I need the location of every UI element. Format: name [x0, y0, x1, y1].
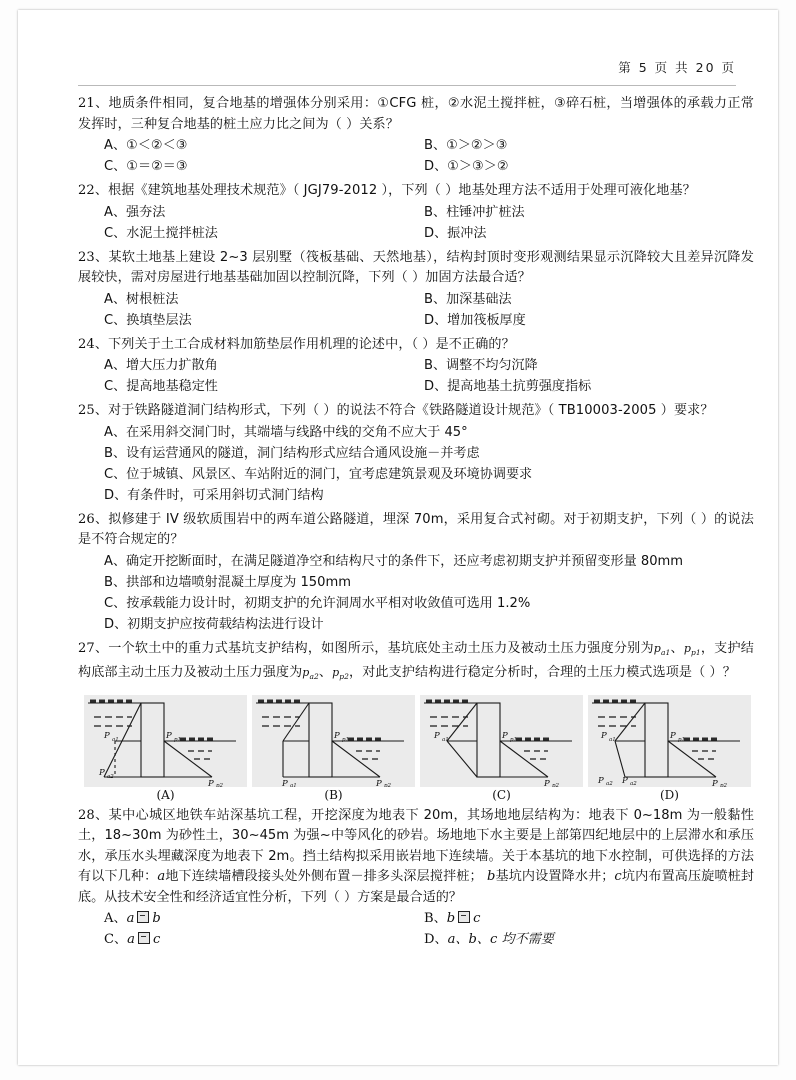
figure-c-diagram	[420, 695, 583, 787]
svg-text:p1: p1	[510, 736, 518, 743]
option-row	[104, 929, 754, 950]
option-26-c[interactable]: C、按承载能力设计时，初期支护的允许洞周水平相对收敛值可选用 1.2%	[104, 595, 531, 611]
svg-text:a2: a2	[107, 773, 114, 780]
question-28-stem	[78, 806, 754, 909]
question-25-number: 25、	[78, 403, 109, 418]
svg-text:a1: a1	[442, 736, 449, 743]
figure-a-label-pa1: P	[104, 730, 110, 741]
question-28-item-b-marker: b	[486, 869, 496, 885]
figure-b-label-pa1: P	[282, 778, 288, 787]
missing-glyph-icon	[458, 911, 470, 923]
symbol-pa1: $p_{a1}$	[653, 641, 671, 657]
option-row	[104, 289, 754, 310]
figure-a-label-pa2: P	[99, 767, 105, 778]
option-24-b[interactable]: B、调整不均匀沉降	[424, 358, 538, 373]
question-21-stem	[78, 94, 754, 135]
figure-a-caption: (A)	[156, 787, 175, 802]
svg-text:a1: a1	[290, 782, 297, 787]
question-23	[78, 248, 754, 331]
question-25-text: 对于铁路隧道洞门结构形式，下列（ ）的说法不符合《铁路隧道设计规范》（ TB10003-2005 ）要求？	[108, 403, 714, 418]
option-24-c[interactable]: C、提高地基稳定性	[104, 379, 218, 394]
figure-b-caption: (B)	[324, 787, 343, 802]
option-22-a[interactable]: A、强夯法	[104, 204, 166, 220]
option-row	[104, 376, 754, 397]
option-row	[104, 355, 754, 376]
figure-b-label-pp1: P	[334, 730, 340, 741]
question-28-item-c-text: 坑内布置高压旋喷桩封底。从技术安全性和经济适宜性分析，下列（ ）方案是最合适的？	[78, 869, 755, 905]
question-21-number: 21、	[78, 96, 109, 111]
figure-a-label-pp1: P	[166, 730, 172, 741]
page-number-header: 第 5 页 共 20 页	[618, 60, 736, 75]
figure-d-caption: (D)	[660, 787, 679, 802]
question-28-options	[78, 908, 754, 950]
header-divider	[78, 85, 736, 86]
question-22	[78, 181, 754, 244]
question-26-text: 拟修建于 IV 级软质围岩中的两车道公路隧道，埋深 70m，采用复合式衬砌。对于初期支护，下列（ ）的说法是不符合规定的？	[78, 511, 754, 547]
option-28-d[interactable]: D、a、b、c 均不需要	[424, 932, 554, 948]
svg-text:p2: p2	[384, 782, 392, 787]
figure-option-c[interactable]	[420, 695, 583, 802]
question-21	[78, 94, 754, 177]
question-27	[78, 639, 754, 802]
figure-b-label-pp2: P	[376, 778, 382, 787]
figure-a-panel	[84, 695, 247, 787]
figure-c-label-pa1: P	[434, 730, 440, 741]
symbol-pp2: $p_{p2}$	[332, 666, 350, 682]
question-25-stem	[78, 401, 754, 422]
figure-d-diagram	[588, 695, 751, 787]
option-21-a[interactable]: A、①＜②＜③	[104, 138, 188, 153]
question-27-text-part2: ，支护结构底部主动土压力及被动土压力强度为	[78, 640, 754, 681]
option-23-a[interactable]: A、树根桩法	[104, 291, 179, 307]
figure-option-a[interactable]	[84, 695, 247, 802]
figure-d-panel	[588, 695, 751, 787]
option-25-a[interactable]: A、在采用斜交洞门时，其端墙与线路中线的交角不应大于 45°	[104, 424, 468, 440]
svg-text:a1: a1	[609, 736, 616, 743]
symbol-pa2: $p_{a2}$	[302, 666, 319, 682]
option-row	[104, 135, 754, 156]
figure-c-label-pp2: P	[544, 778, 550, 787]
question-23-number: 23、	[78, 249, 109, 265]
option-23-d[interactable]: D、增加筏板厚度	[424, 312, 526, 328]
question-26-number: 26、	[78, 511, 109, 527]
option-row	[104, 223, 754, 244]
question-27-figure-set	[78, 695, 754, 802]
option-26-a[interactable]: A、确定开挖断面时，在满足隧道净空和结构尺寸的条件下，还应考虑初期支护并预留变形量 80mm	[104, 553, 684, 569]
figure-d-label-pp1: P	[670, 730, 676, 741]
question-28-number: 28、	[78, 807, 109, 823]
question-22-number: 22、	[78, 183, 109, 198]
question-27-stem: 27、一个软土中的重力式基坑支护结构，如图所示，基坑底处主动土压力及被动土压力强度分别为$p_{a1}$、$p_{p1}$，支护结构底部主动土压力及被动土压力强度为$p_{a2}$、$p_{p2}$，对此支护结构进行稳定分析时，合理的土压力模式选项是（ ）？	[78, 640, 754, 682]
question-27-number: 27、	[78, 640, 109, 656]
svg-text:p2: p2	[720, 782, 728, 787]
figure-a-diagram	[84, 695, 247, 787]
option-28-b[interactable]: B、b c	[424, 911, 481, 927]
option-25-c[interactable]: C、位于城镇、风景区、车站附近的洞门，宜考虑建筑景观及环境协调要求	[104, 466, 533, 482]
question-28-item-a-text: 地下连续墙槽段接头处外侧布置－排多头深层搅拌桩；	[165, 869, 483, 885]
option-26-d[interactable]: D、初期支护应按荷载结构法进行设计	[104, 616, 324, 632]
option-23-b[interactable]: B、加深基础法	[424, 291, 512, 307]
question-23-stem	[78, 248, 754, 289]
figure-option-b[interactable]	[252, 695, 415, 802]
question-24-options	[78, 355, 754, 397]
option-22-b[interactable]: B、柱锤冲扩桩法	[424, 204, 525, 220]
question-25	[78, 401, 754, 506]
svg-text:a2: a2	[630, 780, 637, 787]
option-28-c[interactable]: C、a c	[104, 932, 161, 948]
figure-c-panel	[420, 695, 583, 787]
figure-c-caption: (C)	[492, 787, 511, 802]
figure-a-label-pp2: P	[208, 778, 214, 787]
option-22-d[interactable]: D、振冲法	[424, 225, 487, 241]
question-28	[78, 806, 754, 951]
question-22-options	[78, 202, 754, 244]
question-24-text: 下列关于土工合成材料加筋垫层作用机理的论述中，（ ）是不正确的？	[108, 336, 515, 352]
question-21-options	[78, 135, 754, 177]
figure-d-label-pp2: P	[712, 778, 718, 787]
symbol-pp1: $p_{p1}$	[683, 641, 701, 657]
question-23-options	[78, 289, 754, 331]
figure-d-label-pa3: P	[622, 775, 628, 786]
option-21-c[interactable]: C、①＝②＝③	[104, 159, 188, 174]
option-21-d[interactable]: D、①＞③＞②	[424, 159, 509, 174]
question-27-text-part1: 一个软土中的重力式基坑支护结构，如图所示，基坑底处主动土压力及被动土压力强度分别为	[108, 640, 654, 656]
question-22-text: 根据《建筑地基处理技术规范》（ JGJ79-2012 ），下列（ ）地基处理方法不适用于处理可液化地基？	[108, 183, 696, 198]
paper-sheet	[18, 10, 778, 1065]
svg-text:a2: a2	[606, 780, 613, 787]
figure-b-diagram	[252, 695, 415, 787]
option-26-b[interactable]: B、拱部和边墙喷射混凝土厚度为 150mm	[104, 574, 351, 590]
figure-d-label-pa1: P	[601, 730, 607, 741]
option-24-a[interactable]: A、增大压力扩散角	[104, 358, 218, 373]
option-22-c[interactable]: C、水泥土搅拌桩法	[104, 225, 218, 241]
option-25-b[interactable]: B、设有运营通风的隧道，洞门结构形式应结合通风设施－并考虑	[104, 445, 480, 461]
question-27-text-part3: ，对此支护结构进行稳定分析时，合理的土压力模式选项是（ ）？	[349, 665, 736, 681]
option-21-b[interactable]: B、①＞②＞③	[424, 138, 508, 153]
svg-text:p2: p2	[552, 782, 560, 787]
question-24-stem	[78, 335, 754, 356]
svg-text:a1: a1	[112, 736, 119, 743]
question-26-stem	[78, 510, 754, 551]
option-24-d[interactable]: D、提高地基土抗剪强度指标	[424, 379, 592, 394]
option-row	[104, 908, 754, 929]
question-28-item-b-text: 基坑内设置降水井；	[495, 869, 615, 885]
exam-questions-container	[78, 94, 754, 954]
svg-text:p1: p1	[678, 736, 686, 743]
option-row	[104, 310, 754, 331]
figure-option-d[interactable]	[588, 695, 751, 802]
figure-d-label-pa2: P	[598, 775, 604, 786]
svg-text:p1: p1	[174, 736, 182, 743]
question-23-text: 某软土地基上建设 2~3 层别墅（筏板基础、天然地基），结构封顶时变形观测结果显示沉降较大且差异沉降发展较快，需对房屋进行地基基础加固以控制沉降，下列（ ）加固方法最合适？	[78, 249, 754, 285]
missing-glyph-icon	[137, 911, 149, 923]
question-26	[78, 510, 754, 635]
question-21-text: 地质条件相同，复合地基的增强体分别采用：①CFG 桩，②水泥土搅拌桩，③碎石桩，当增强体的承载力正常发挥时，三种复合地基的桩土应力比之间为（ ）关系？	[78, 96, 754, 132]
question-28-item-a-marker: a	[157, 869, 166, 885]
svg-text:p2: p2	[216, 782, 224, 787]
question-28-text: 某中心城区地铁车站深基坑工程，开挖深度为地表下 20m，其场地地层结构为：地表下 0~18m 为一般黏性土，18~30m 为砂性土，30~45m 为强~中等风化的砂岩。场地地下水主要是上部第四纪地层中的上层滞水和承压水，承压水头埋藏深度为地表下 2m。挡土结构拟采用嵌岩地下连续墙。关于本基坑的地下水控制，可供选择的方法有以下几种：	[78, 807, 754, 885]
option-row	[104, 156, 754, 177]
option-row	[104, 202, 754, 223]
option-23-c[interactable]: C、换填垫层法	[104, 312, 192, 328]
figure-c-label-pp1: P	[502, 730, 508, 741]
question-28-item-c-marker: c	[614, 869, 622, 885]
figure-b-panel	[252, 695, 415, 787]
question-24	[78, 335, 754, 398]
question-24-number: 24、	[78, 336, 109, 352]
question-22-stem	[78, 181, 754, 202]
option-28-a[interactable]: A、a b	[104, 911, 161, 927]
svg-text:p1: p1	[342, 736, 350, 743]
missing-glyph-icon	[138, 932, 150, 944]
option-25-d[interactable]: D、有条件时，可采用斜切式洞门结构	[104, 487, 324, 503]
